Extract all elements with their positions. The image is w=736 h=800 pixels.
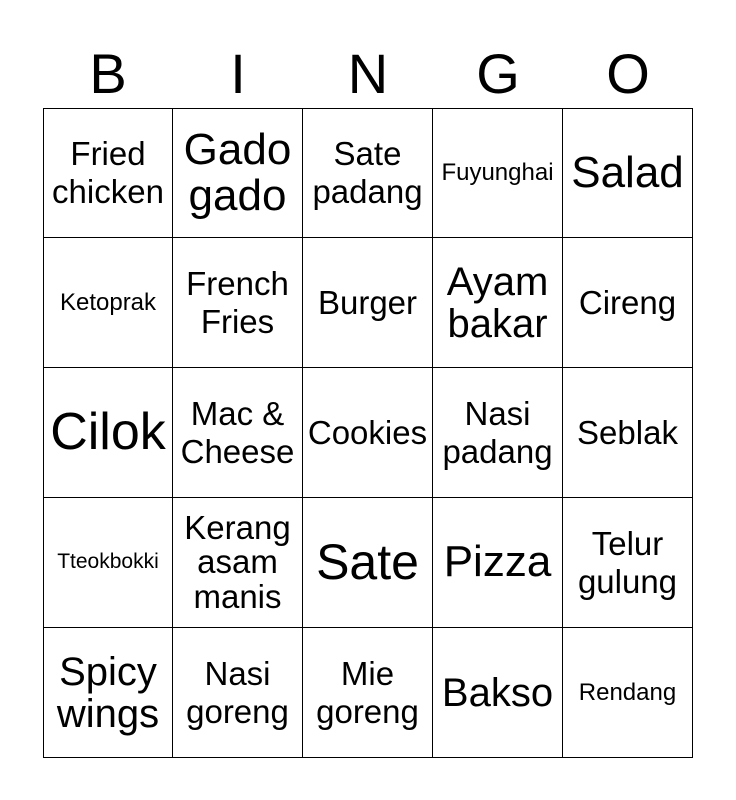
bingo-cell[interactable] — [303, 628, 433, 758]
cell-label: Cireng — [578, 283, 677, 321]
cell-label: Ayam bakar — [446, 259, 549, 346]
bingo-cell[interactable] — [43, 108, 173, 238]
cell-label: Salad — [571, 147, 684, 197]
bingo-cell[interactable] — [563, 238, 693, 368]
bingo-cell[interactable] — [173, 498, 303, 628]
bingo-cell[interactable] — [303, 368, 433, 498]
bingo-cell[interactable] — [173, 108, 303, 238]
bingo-cell[interactable] — [433, 498, 563, 628]
cell-label: Bakso — [441, 670, 554, 715]
cell-label: Fuyunghai — [441, 159, 554, 187]
bingo-cell[interactable] — [43, 368, 173, 498]
cell-label: Nasi goreng — [186, 654, 289, 730]
bingo-cell[interactable] — [303, 498, 433, 628]
header-letter-g: G — [476, 42, 520, 105]
header-letter-i: I — [230, 42, 246, 105]
bingo-cell[interactable] — [173, 368, 303, 498]
cell-label: Mac & Cheese — [180, 394, 295, 470]
bingo-header — [43, 40, 693, 108]
bingo-cell[interactable] — [433, 108, 563, 238]
cell-label: Kerang asam manis — [184, 508, 291, 615]
bingo-board — [43, 108, 693, 758]
bingo-cell[interactable] — [303, 238, 433, 368]
cell-label: Seblak — [577, 413, 678, 451]
cell-label: Cookies — [307, 413, 428, 451]
header-letter-b: B — [89, 42, 127, 105]
cell-label: Nasi padang — [442, 394, 553, 470]
cell-label: Tteokbokki — [57, 550, 159, 574]
cell-label: Cilok — [50, 402, 166, 461]
bingo-cell[interactable] — [43, 498, 173, 628]
bingo-cell[interactable] — [303, 108, 433, 238]
cell-label: Pizza — [443, 537, 552, 587]
bingo-cell[interactable] — [43, 628, 173, 758]
cell-label: French Fries — [186, 264, 289, 340]
cell-label: Sate padang — [312, 135, 423, 210]
bingo-cell[interactable] — [433, 628, 563, 758]
bingo-cell[interactable] — [563, 368, 693, 498]
bingo-cell[interactable] — [173, 238, 303, 368]
cell-label: Rendang — [578, 678, 677, 706]
cell-label: Gado gado — [183, 124, 292, 220]
bingo-cell[interactable] — [563, 628, 693, 758]
bingo-cell[interactable] — [433, 368, 563, 498]
bingo-cell[interactable] — [563, 498, 693, 628]
bingo-cell[interactable] — [433, 238, 563, 368]
bingo-cell[interactable] — [173, 628, 303, 758]
cell-label: Mie goreng — [316, 654, 419, 730]
bingo-cell[interactable] — [43, 238, 173, 368]
header-letter-o: O — [606, 42, 650, 105]
cell-label: Sate — [316, 533, 419, 590]
cell-label: Telur gulung — [577, 524, 678, 600]
bingo-cell[interactable] — [563, 108, 693, 238]
header-letter-n: N — [347, 42, 389, 105]
cell-label: Spicy wings — [56, 649, 160, 736]
cell-label: Fried chicken — [52, 135, 164, 210]
cell-label: Ketoprak — [59, 288, 157, 316]
cell-label: Burger — [317, 283, 418, 321]
